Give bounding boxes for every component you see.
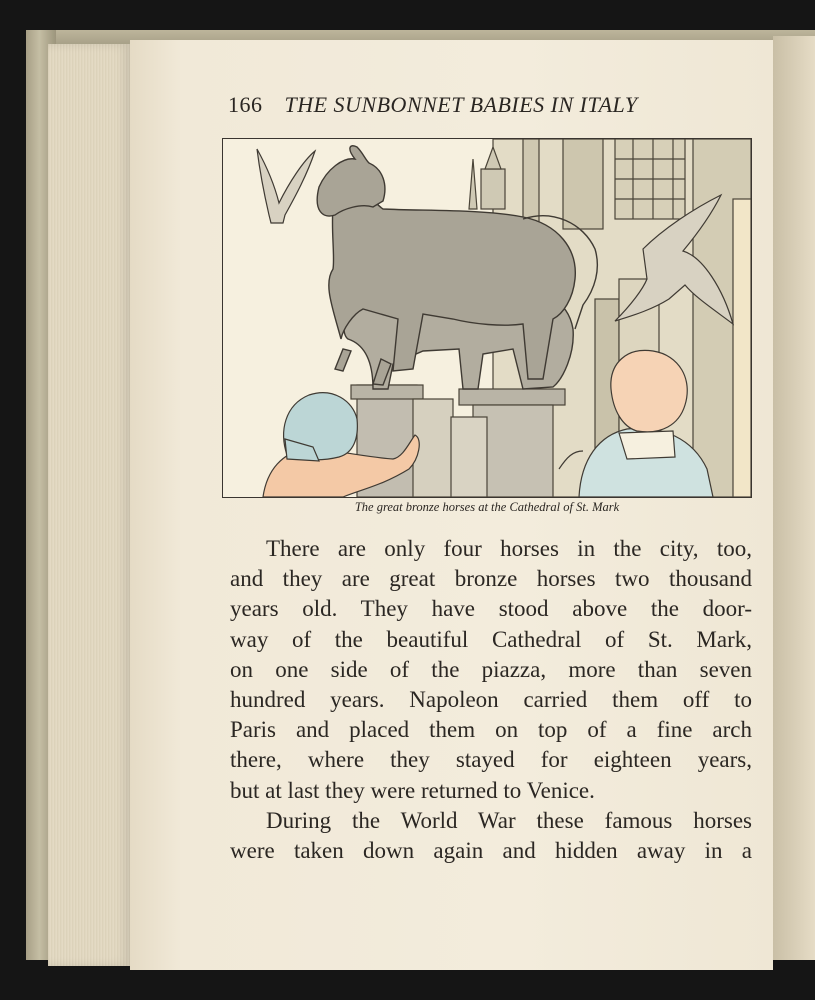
text-line: and they are great bronze horses two thousand — [230, 566, 752, 592]
text-line: During the World War these famous horses — [266, 807, 752, 833]
bronze-horses-illustration — [223, 139, 751, 497]
book-title: THE SUNBONNET BABIES IN ITALY — [284, 92, 638, 117]
illustration — [222, 138, 752, 498]
text-line: were taken down again and hidden away in a — [230, 838, 752, 864]
body-text — [230, 534, 752, 866]
page-number: 166 — [228, 92, 263, 117]
text-line: There are only four horses in the city, too, — [266, 536, 752, 561]
illustration-caption: The great bronze horses at the Cathedral of St. Mark — [354, 500, 620, 514]
text-line: on one side of the piazza, more than seven — [230, 656, 752, 682]
text-line: but at last they were returned to Venice. — [230, 777, 595, 803]
text-line: way of the beautiful Cathedral of St. Mark, — [230, 626, 752, 652]
text-line: hundred years. Napoleon carried them off to — [230, 687, 752, 713]
page-edges — [48, 44, 132, 966]
text-line: Paris and placed them on top of a fine arch — [230, 717, 752, 743]
text-line: there, where they stayed for eighteen years, — [230, 747, 752, 773]
text-line: years old. They have stood above the door- — [230, 596, 752, 622]
facing-page-edge — [773, 36, 815, 960]
running-head — [228, 92, 768, 122]
